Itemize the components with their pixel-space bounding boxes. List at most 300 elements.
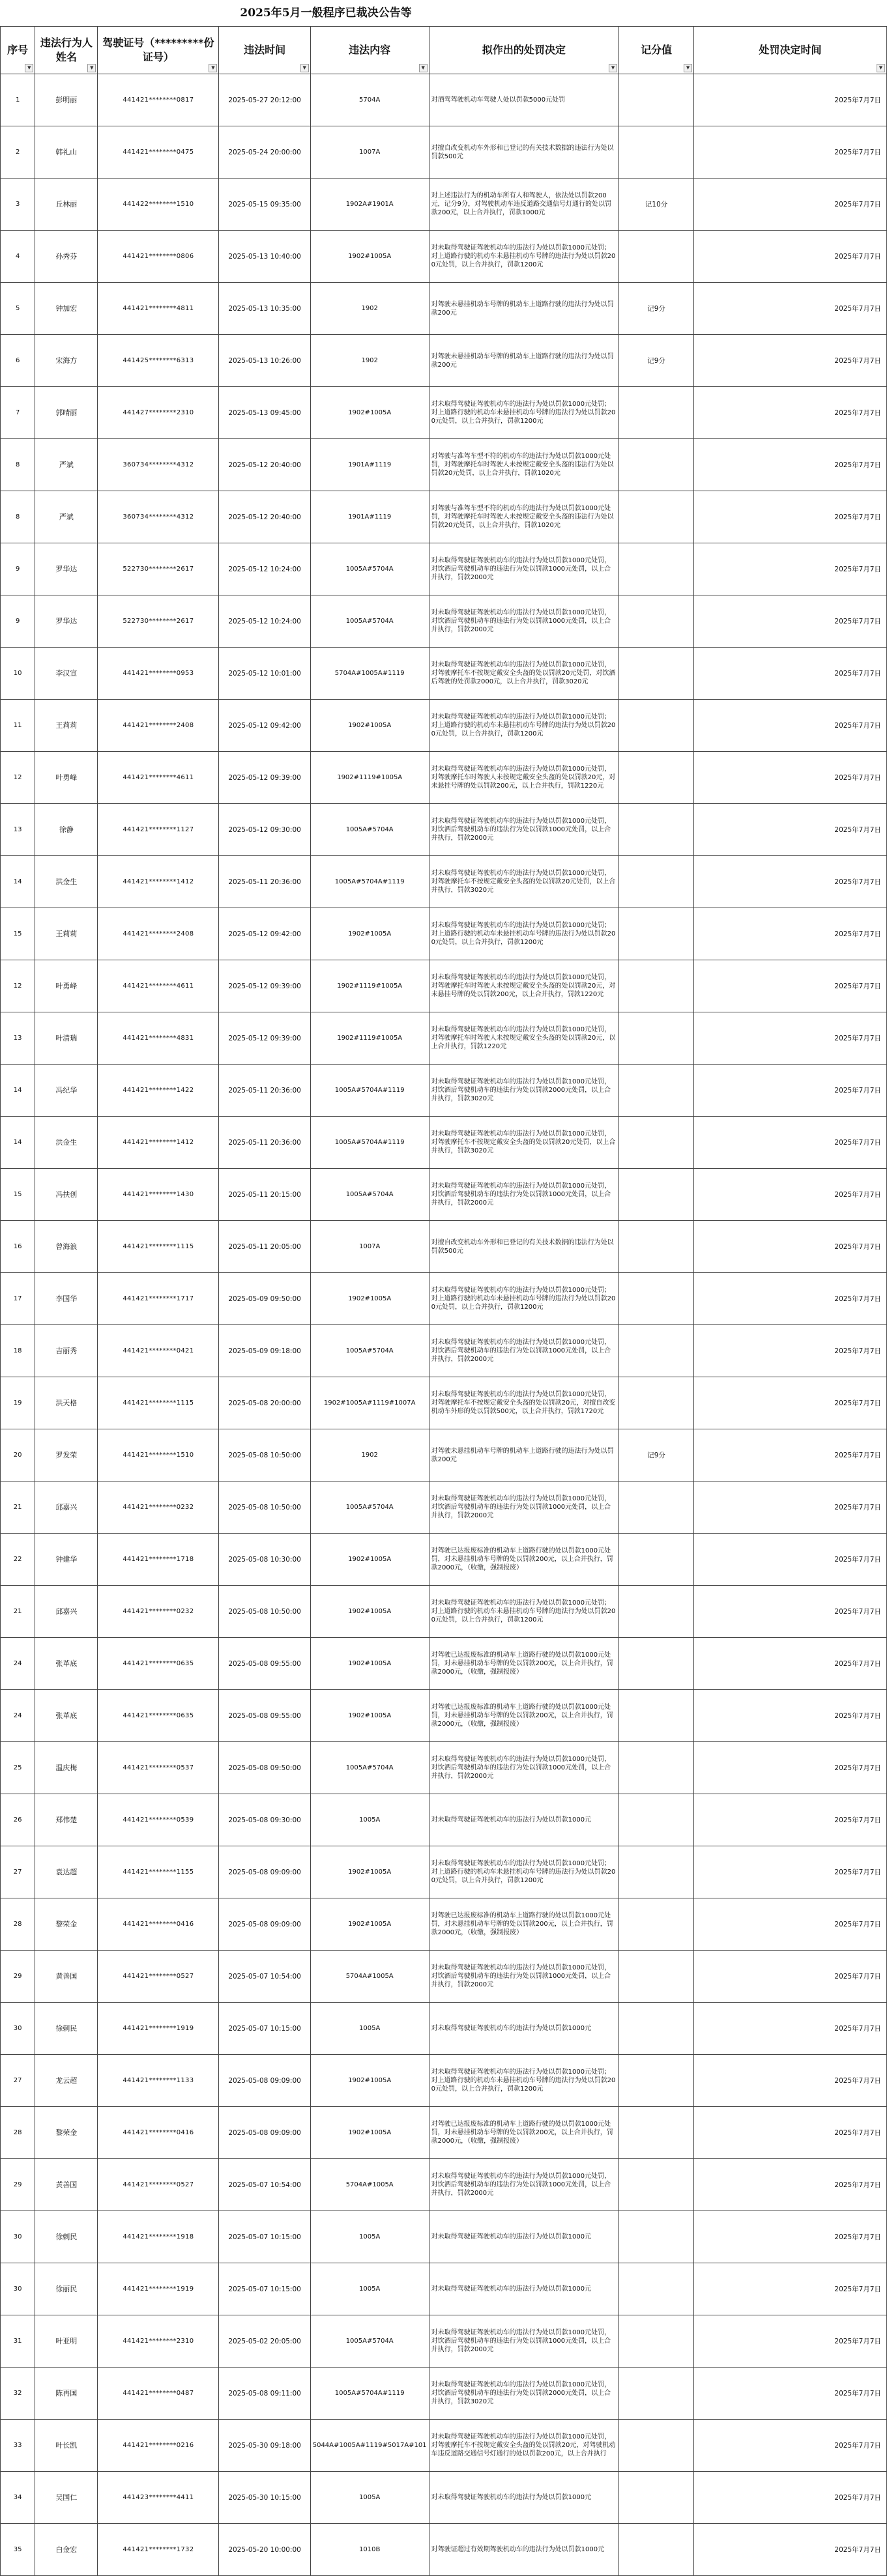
cell-content[interactable]: 1005A [310,1794,429,1846]
cell-content[interactable]: 1902#1005A [310,231,429,283]
cell-content[interactable]: 1005A [310,2211,429,2263]
cell-decision[interactable]: 对未取得驾驶证驾驶机动车的违法行为处以罚款1000元处罚，对饮酒后驾驶机动车的违法行为处以罚款1000元处罚，以上合并执行，罚款2000元 [429,1742,618,1794]
cell-seq[interactable]: 13 [1,1012,35,1065]
cell-content[interactable]: 1902 [310,283,429,335]
cell-name[interactable]: 洪金生 [35,856,98,908]
cell-seq[interactable]: 7 [1,387,35,439]
cell-seq[interactable]: 26 [1,1794,35,1846]
cell-time[interactable]: 2025-05-11 20:36:00 [219,856,310,908]
cell-decision[interactable]: 对擅自改变机动车外形和已登记的有关技术数据的违法行为处以罚款500元 [429,126,618,179]
cell-name[interactable]: 孙秀芬 [35,231,98,283]
cell-seq[interactable]: 28 [1,2107,35,2159]
cell-name[interactable]: 王莉莉 [35,908,98,960]
cell-seq[interactable]: 34 [1,2472,35,2524]
cell-seq[interactable]: 16 [1,1221,35,1273]
cell-license[interactable]: 441421********1430 [98,1169,219,1221]
cell-content[interactable]: 5704A [310,74,429,126]
cell-content[interactable]: 1005A#5704A [310,1742,429,1794]
cell-points[interactable] [619,2524,694,2576]
cell-decision[interactable]: 对未取得驾驶证驾驶机动车的违法行为处以罚款1000元处罚；对上道路行驶的机动车未悬挂机动车号牌的违法行为处以罚款200元处罚，以上合并执行，罚款1200元 [429,1273,618,1325]
cell-name[interactable]: 叶亚明 [35,2315,98,2368]
cell-seq[interactable]: 3 [1,179,35,231]
cell-points[interactable] [619,1325,694,1377]
cell-date[interactable]: 2025年7月7日 [694,1481,887,1534]
cell-seq[interactable]: 14 [1,856,35,908]
cell-points[interactable] [619,1586,694,1638]
cell-points[interactable] [619,1846,694,1898]
cell-seq[interactable]: 9 [1,595,35,648]
cell-content[interactable]: 1902#1119#1005A [310,752,429,804]
cell-time[interactable]: 2025-05-08 10:30:00 [219,1534,310,1586]
cell-name[interactable]: 曾海浪 [35,1221,98,1273]
cell-decision[interactable]: 对未取得驾驶证驾驶机动车的违法行为处以罚款1000元处罚，对驾驶摩托车时驾驶人未按规定戴安全头盔的处以罚款20元，对未悬挂号牌的处以罚款200元，以上合并执行，罚款1220元 [429,960,618,1012]
cell-seq[interactable]: 19 [1,1377,35,1429]
cell-time[interactable]: 2025-05-13 10:26:00 [219,335,310,387]
cell-name[interactable]: 徐刺民 [35,2003,98,2055]
cell-content[interactable]: 1902#1005A [310,908,429,960]
cell-name[interactable]: 龙云超 [35,2055,98,2107]
cell-license[interactable]: 441421********1115 [98,1377,219,1429]
cell-points[interactable] [619,1117,694,1169]
cell-date[interactable]: 2025年7月7日 [694,439,887,491]
cell-content[interactable]: 1005A#5704A [310,1325,429,1377]
cell-time[interactable]: 2025-05-13 10:35:00 [219,283,310,335]
cell-decision[interactable]: 对未取得驾驶证驾驶机动车的违法行为处以罚款1000元处罚；对上道路行驶的机动车未悬挂机动车号牌的违法行为处以罚款200元处罚，以上合并执行，罚款1200元 [429,1846,618,1898]
cell-decision[interactable]: 对未取得驾驶证驾驶机动车的违法行为处以罚款1000元处罚，对驾驶摩托车时驾驶人未按规定戴安全头盔的处以罚款20元，以上合并执行，罚款1220元 [429,1012,618,1065]
cell-date[interactable]: 2025年7月7日 [694,1586,887,1638]
cell-decision[interactable]: 对未取得驾驶证驾驶机动车的违法行为处以罚款1000元处罚；对上道路行驶的机动车未悬挂机动车号牌的违法行为处以罚款200元处罚，以上合并执行，罚款1200元 [429,908,618,960]
cell-date[interactable]: 2025年7月7日 [694,74,887,126]
cell-date[interactable]: 2025年7月7日 [694,1898,887,1951]
cell-name[interactable]: 罗发荣 [35,1429,98,1481]
cell-decision[interactable]: 对未取得驾驶证驾驶机动车的违法行为处以罚款1000元处罚，对饮酒后驾驶机动车的违法行为处以罚款2000元处罚，以上合并执行，罚款3020元 [429,2368,618,2420]
cell-content[interactable]: 1005A#5704A [310,595,429,648]
cell-points[interactable] [619,1534,694,1586]
cell-license[interactable]: 441421********2408 [98,700,219,752]
cell-content[interactable]: 1902#1119#1005A [310,960,429,1012]
cell-license[interactable]: 441421********0539 [98,1794,219,1846]
cell-time[interactable]: 2025-05-12 20:40:00 [219,491,310,543]
cell-seq[interactable]: 1 [1,74,35,126]
cell-decision[interactable]: 对驾驶已达报废标准的机动车上道路行驶的处以罚款1000元处罚，对未悬挂机动车号牌的处以罚款200元，以上合并执行，罚款2000元，（收缴，强制报废） [429,1690,618,1742]
cell-points[interactable] [619,648,694,700]
cell-time[interactable]: 2025-05-08 09:09:00 [219,1846,310,1898]
cell-decision[interactable]: 对未取得驾驶证驾驶机动车的违法行为处以罚款1000元处罚，对驾驶摩托车不按规定戴安全头盔的处以罚款20元处罚，以上合并执行，罚款3020元 [429,1117,618,1169]
cell-license[interactable]: 441422********1510 [98,179,219,231]
cell-date[interactable]: 2025年7月7日 [694,2003,887,2055]
cell-decision[interactable]: 对驾驶未悬挂机动车号牌的机动车上道路行驶的违法行为处以罚款200元 [429,335,618,387]
cell-name[interactable]: 邱嘉兴 [35,1586,98,1638]
cell-time[interactable]: 2025-05-12 10:01:00 [219,648,310,700]
cell-points[interactable] [619,2368,694,2420]
cell-time[interactable]: 2025-05-09 09:18:00 [219,1325,310,1377]
cell-content[interactable]: 1005A#5704A#1119 [310,2368,429,2420]
cell-points[interactable] [619,1951,694,2003]
cell-points[interactable] [619,1169,694,1221]
cell-license[interactable]: 522730********2617 [98,595,219,648]
cell-points[interactable] [619,74,694,126]
cell-time[interactable]: 2025-05-27 20:12:00 [219,74,310,126]
cell-date[interactable]: 2025年7月7日 [694,543,887,595]
cell-license[interactable]: 441421********2408 [98,908,219,960]
cell-seq[interactable]: 9 [1,543,35,595]
cell-seq[interactable]: 13 [1,804,35,856]
cell-license[interactable]: 441423********4411 [98,2472,219,2524]
cell-content[interactable]: 1902#1005A [310,1638,429,1690]
cell-seq[interactable]: 32 [1,2368,35,2420]
filter-dropdown-icon[interactable]: ▼ [25,64,33,72]
cell-license[interactable]: 441421********0416 [98,2107,219,2159]
cell-points[interactable] [619,752,694,804]
cell-content[interactable]: 1902#1005A [310,1846,429,1898]
cell-name[interactable]: 叶长凯 [35,2420,98,2472]
cell-name[interactable]: 徐丽民 [35,2263,98,2315]
cell-content[interactable]: 5704A#1005A#1119 [310,648,429,700]
cell-seq[interactable]: 8 [1,439,35,491]
cell-decision[interactable]: 对未取得驾驶证驾驶机动车的违法行为处以罚款1000元 [429,2472,618,2524]
cell-decision[interactable]: 对驾驶已达报废标准的机动车上道路行驶的处以罚款1000元处罚，对未悬挂机动车号牌的处以罚款200元，以上合并执行，罚款2000元，（收缴，强制报废） [429,1638,618,1690]
cell-date[interactable]: 2025年7月7日 [694,1012,887,1065]
cell-license[interactable]: 441421********1133 [98,2055,219,2107]
cell-seq[interactable]: 5 [1,283,35,335]
cell-decision[interactable]: 对未取得驾驶证驾驶机动车的违法行为处以罚款1000元 [429,2003,618,2055]
cell-name[interactable]: 罗华达 [35,543,98,595]
cell-license[interactable]: 441421********1918 [98,2211,219,2263]
cell-seq[interactable]: 2 [1,126,35,179]
cell-points[interactable] [619,2107,694,2159]
cell-license[interactable]: 441421********1718 [98,1534,219,1586]
cell-name[interactable]: 叶勇峰 [35,752,98,804]
cell-decision[interactable]: 对未取得驾驶证驾驶机动车的违法行为处以罚款1000元处罚，对饮酒后驾驶机动车的违法行为处以罚款1000元处罚，以上合并执行，罚款2000元 [429,804,618,856]
cell-seq[interactable]: 29 [1,1951,35,2003]
cell-license[interactable]: 441421********0487 [98,2368,219,2420]
filter-dropdown-icon[interactable]: ▼ [684,64,692,72]
cell-name[interactable]: 吉丽秀 [35,1325,98,1377]
cell-time[interactable]: 2025-05-09 09:50:00 [219,1273,310,1325]
cell-content[interactable]: 1902#1005A [310,700,429,752]
cell-decision[interactable]: 对未取得驾驶证驾驶机动车的违法行为处以罚款1000元处罚；对上道路行驶的机动车未悬挂机动车号牌的违法行为处以罚款200元处罚，以上合并执行，罚款1200元 [429,231,618,283]
cell-time[interactable]: 2025-05-11 20:36:00 [219,1065,310,1117]
cell-seq[interactable]: 35 [1,2524,35,2576]
cell-time[interactable]: 2025-05-07 10:15:00 [219,2003,310,2055]
cell-decision[interactable]: 对未取得驾驶证驾驶机动车的违法行为处以罚款1000元 [429,1794,618,1846]
cell-name[interactable]: 叶清瑞 [35,1012,98,1065]
cell-decision[interactable]: 对未取得驾驶证驾驶机动车的违法行为处以罚款1000元处罚，对饮酒后驾驶机动车的违法行为处以罚款1000元处罚，以上合并执行，罚款2000元 [429,1481,618,1534]
cell-seq[interactable]: 6 [1,335,35,387]
cell-license[interactable]: 441421********4831 [98,1012,219,1065]
cell-points[interactable] [619,908,694,960]
cell-time[interactable]: 2025-05-30 09:18:00 [219,2420,310,2472]
cell-decision[interactable]: 对未取得驾驶证驾驶机动车的违法行为处以罚款1000元处罚；对上道路行驶的机动车未悬挂机动车号牌的违法行为处以罚款200元处罚，以上合并执行，罚款1200元 [429,2055,618,2107]
cell-time[interactable]: 2025-05-12 10:24:00 [219,543,310,595]
cell-date[interactable]: 2025年7月7日 [694,960,887,1012]
cell-time[interactable]: 2025-05-08 09:09:00 [219,1898,310,1951]
cell-seq[interactable]: 17 [1,1273,35,1325]
cell-license[interactable]: 441421********1422 [98,1065,219,1117]
cell-points[interactable]: 记10分 [619,179,694,231]
cell-name[interactable]: 彭明丽 [35,74,98,126]
cell-time[interactable]: 2025-05-08 09:09:00 [219,2107,310,2159]
cell-name[interactable]: 冯扶创 [35,1169,98,1221]
cell-content[interactable]: 1005A#5704A#1119 [310,1117,429,1169]
cell-name[interactable]: 洪天格 [35,1377,98,1429]
cell-date[interactable]: 2025年7月7日 [694,1951,887,2003]
cell-content[interactable]: 1010B [310,2524,429,2576]
cell-decision[interactable]: 对驾驶与准驾车型不符的机动车的违法行为处以罚款1000元处罚，对驾驶摩托车时驾驶人未按规定戴安全头盔的违法行为处以罚款20元处罚，以上合并执行，罚款1020元 [429,491,618,543]
cell-date[interactable]: 2025年7月7日 [694,1273,887,1325]
cell-decision[interactable]: 对未取得驾驶证驾驶机动车的违法行为处以罚款1000元处罚，对饮酒后驾驶机动车的违法行为处以罚款2000元处罚，以上合并执行，罚款3020元 [429,1065,618,1117]
cell-time[interactable]: 2025-05-12 09:42:00 [219,700,310,752]
cell-points[interactable] [619,2420,694,2472]
cell-points[interactable] [619,595,694,648]
cell-license[interactable]: 441421********0537 [98,1742,219,1794]
cell-time[interactable]: 2025-05-07 10:54:00 [219,1951,310,2003]
cell-name[interactable]: 邱嘉兴 [35,1481,98,1534]
cell-date[interactable]: 2025年7月7日 [694,231,887,283]
filter-dropdown-icon[interactable]: ▼ [300,64,309,72]
cell-license[interactable]: 441421********1919 [98,2263,219,2315]
cell-time[interactable]: 2025-05-13 10:40:00 [219,231,310,283]
cell-date[interactable]: 2025年7月7日 [694,387,887,439]
cell-license[interactable]: 441421********0416 [98,1898,219,1951]
cell-time[interactable]: 2025-05-08 09:55:00 [219,1638,310,1690]
cell-points[interactable] [619,856,694,908]
cell-license[interactable]: 360734********4312 [98,439,219,491]
cell-date[interactable]: 2025年7月7日 [694,283,887,335]
cell-license[interactable]: 441421********0216 [98,2420,219,2472]
cell-points[interactable] [619,804,694,856]
cell-content[interactable]: 1902 [310,335,429,387]
cell-points[interactable] [619,2211,694,2263]
cell-content[interactable]: 1005A#5704A#1119 [310,856,429,908]
cell-time[interactable]: 2025-05-12 09:42:00 [219,908,310,960]
cell-points[interactable] [619,2315,694,2368]
cell-points[interactable] [619,1638,694,1690]
cell-seq[interactable]: 28 [1,1898,35,1951]
cell-content[interactable]: 1902#1005A [310,2055,429,2107]
cell-time[interactable]: 2025-05-12 09:39:00 [219,1012,310,1065]
cell-date[interactable]: 2025年7月7日 [694,2315,887,2368]
cell-name[interactable]: 冯纪华 [35,1065,98,1117]
cell-seq[interactable]: 30 [1,2003,35,2055]
cell-points[interactable]: 记9分 [619,335,694,387]
cell-content[interactable]: 1902#1005A#1119#1007A [310,1377,429,1429]
cell-license[interactable]: 441421********0527 [98,2159,219,2211]
cell-decision[interactable]: 对驾驶与准驾车型不符的机动车的违法行为处以罚款1000元处罚，对驾驶摩托车时驾驶人未按规定戴安全头盔的违法行为处以罚款20元处罚，以上合并执行，罚款1020元 [429,439,618,491]
cell-license[interactable]: 441421********1732 [98,2524,219,2576]
cell-name[interactable]: 黎荣金 [35,2107,98,2159]
cell-content[interactable]: 1007A [310,126,429,179]
cell-name[interactable]: 宋海方 [35,335,98,387]
cell-time[interactable]: 2025-05-08 10:50:00 [219,1429,310,1481]
cell-content[interactable]: 1902#1005A [310,2107,429,2159]
cell-time[interactable]: 2025-05-13 09:45:00 [219,387,310,439]
cell-points[interactable] [619,387,694,439]
cell-decision[interactable]: 对未取得驾驶证驾驶机动车的违法行为处以罚款1000元处罚，对驾驶摩托车不按规定戴安全头盔的处以罚款20元，对驾驶机动车违反道路交通信号灯通行的处以罚款200元，以上合并执行 [429,2420,618,2472]
cell-seq[interactable]: 22 [1,1534,35,1586]
cell-decision[interactable]: 对驾驶未悬挂机动车号牌的机动车上道路行驶的违法行为处以罚款200元 [429,1429,618,1481]
cell-content[interactable]: 1005A#5704A [310,2315,429,2368]
cell-seq[interactable]: 24 [1,1638,35,1690]
cell-name[interactable]: 郭晴丽 [35,387,98,439]
cell-date[interactable]: 2025年7月7日 [694,2211,887,2263]
cell-license[interactable]: 522730********2617 [98,543,219,595]
cell-time[interactable]: 2025-05-11 20:36:00 [219,1117,310,1169]
cell-time[interactable]: 2025-05-12 09:39:00 [219,752,310,804]
cell-content[interactable]: 1902 [310,1429,429,1481]
cell-license[interactable]: 441421********1510 [98,1429,219,1481]
cell-seq[interactable]: 30 [1,2211,35,2263]
cell-name[interactable]: 黎荣金 [35,1898,98,1951]
cell-name[interactable]: 严斌 [35,439,98,491]
cell-seq[interactable]: 14 [1,1117,35,1169]
cell-time[interactable]: 2025-05-08 09:11:00 [219,2368,310,2420]
cell-seq[interactable]: 25 [1,1742,35,1794]
cell-decision[interactable]: 对驾驶已达报废标准的机动车上道路行驶的处以罚款1000元处罚，对未悬挂机动车号牌的处以罚款200元，以上合并执行，罚款2000元，（收缴，强制报废） [429,1534,618,1586]
cell-date[interactable]: 2025年7月7日 [694,804,887,856]
cell-date[interactable]: 2025年7月7日 [694,2524,887,2576]
cell-points[interactable] [619,2055,694,2107]
cell-content[interactable]: 5044A#1005A#1119#5017A#101 [310,2420,429,2472]
cell-date[interactable]: 2025年7月7日 [694,126,887,179]
cell-license[interactable]: 441421********4811 [98,283,219,335]
cell-decision[interactable]: 对未取得驾驶证驾驶机动车的违法行为处以罚款1000元处罚；对上道路行驶的机动车未悬挂机动车号牌的违法行为处以罚款200元处罚，以上合并执行，罚款1200元 [429,1586,618,1638]
cell-seq[interactable]: 11 [1,700,35,752]
cell-name[interactable]: 张革底 [35,1638,98,1690]
cell-name[interactable]: 洪金生 [35,1117,98,1169]
cell-time[interactable]: 2025-05-24 20:00:00 [219,126,310,179]
cell-content[interactable]: 5704A#1005A [310,1951,429,2003]
cell-seq[interactable]: 12 [1,960,35,1012]
cell-content[interactable]: 1902A#1901A [310,179,429,231]
cell-points[interactable] [619,1690,694,1742]
cell-content[interactable]: 1902#1005A [310,387,429,439]
cell-name[interactable]: 韩礼山 [35,126,98,179]
cell-date[interactable]: 2025年7月7日 [694,1534,887,1586]
cell-name[interactable]: 白金宏 [35,2524,98,2576]
cell-decision[interactable]: 对擅自改变机动车外形和已登记的有关技术数据的违法行为处以罚款500元 [429,1221,618,1273]
cell-license[interactable]: 441421********1412 [98,856,219,908]
cell-time[interactable]: 2025-05-07 10:15:00 [219,2263,310,2315]
cell-seq[interactable]: 15 [1,908,35,960]
cell-name[interactable]: 张革底 [35,1690,98,1742]
cell-date[interactable]: 2025年7月7日 [694,908,887,960]
cell-decision[interactable]: 对驾驶已达报废标准的机动车上道路行驶的处以罚款1000元处罚，对未悬挂机动车号牌的处以罚款200元，以上合并执行，罚款2000元，（收缴，强制报废） [429,2107,618,2159]
cell-date[interactable]: 2025年7月7日 [694,2420,887,2472]
cell-name[interactable]: 郑伟楚 [35,1794,98,1846]
cell-seq[interactable]: 27 [1,2055,35,2107]
filter-dropdown-icon[interactable]: ▼ [209,64,217,72]
cell-name[interactable]: 叶勇峰 [35,960,98,1012]
cell-points[interactable]: 记9分 [619,283,694,335]
cell-date[interactable]: 2025年7月7日 [694,1065,887,1117]
cell-license[interactable]: 441421********4611 [98,752,219,804]
cell-license[interactable]: 441421********1127 [98,804,219,856]
cell-content[interactable]: 1901A#1119 [310,491,429,543]
cell-points[interactable] [619,1481,694,1534]
cell-name[interactable]: 吴国仁 [35,2472,98,2524]
cell-time[interactable]: 2025-05-08 09:55:00 [219,1690,310,1742]
cell-decision[interactable]: 对未取得驾驶证驾驶机动车的违法行为处以罚款1000元处罚，对驾驶摩托车不按规定戴安全头盔的处以罚款20元处罚，对饮酒后驾驶的处罚款2000元，以上合并执行，罚款3020元 [429,648,618,700]
cell-name[interactable]: 徐刺民 [35,2211,98,2263]
cell-license[interactable]: 441421********1717 [98,1273,219,1325]
cell-date[interactable]: 2025年7月7日 [694,335,887,387]
cell-seq[interactable]: 33 [1,2420,35,2472]
cell-name[interactable]: 李汉宣 [35,648,98,700]
cell-license[interactable]: 441427********2310 [98,387,219,439]
cell-name[interactable]: 丘林丽 [35,179,98,231]
cell-decision[interactable]: 对未取得驾驶证驾驶机动车的违法行为处以罚款1000元处罚；对上道路行驶的机动车未悬挂机动车号牌的违法行为处以罚款200元处罚，以上合并执行，罚款1200元 [429,700,618,752]
cell-name[interactable]: 徐静 [35,804,98,856]
cell-date[interactable]: 2025年7月7日 [694,856,887,908]
cell-content[interactable]: 1902#1005A [310,1273,429,1325]
cell-content[interactable]: 1902#1119#1005A [310,1012,429,1065]
cell-date[interactable]: 2025年7月7日 [694,2368,887,2420]
cell-time[interactable]: 2025-05-07 10:15:00 [219,2211,310,2263]
cell-seq[interactable]: 31 [1,2315,35,2368]
cell-points[interactable] [619,1742,694,1794]
cell-time[interactable]: 2025-05-08 09:50:00 [219,1742,310,1794]
cell-license[interactable]: 441421********0635 [98,1690,219,1742]
filter-dropdown-icon[interactable]: ▼ [609,64,617,72]
cell-points[interactable] [619,1012,694,1065]
cell-license[interactable]: 441421********0953 [98,648,219,700]
cell-content[interactable]: 1005A#5704A [310,804,429,856]
cell-decision[interactable]: 对未取得驾驶证驾驶机动车的违法行为处以罚款1000元处罚，对驾驶摩托车时驾驶人未按规定戴安全头盔的处以罚款20元，对未悬挂号牌的处以罚款200元，以上合并执行，罚款1220元 [429,752,618,804]
cell-decision[interactable]: 对上述违法行为的机动车所有人和驾驶人，依法处以罚款200元，记分9分，对驾驶机动车违反道路交通信号灯通行的处以罚款200元，以上合并执行，罚款1000元 [429,179,618,231]
cell-seq[interactable]: 27 [1,1846,35,1898]
cell-time[interactable]: 2025-05-12 20:40:00 [219,439,310,491]
cell-points[interactable] [619,1273,694,1325]
cell-time[interactable]: 2025-05-08 09:09:00 [219,2055,310,2107]
cell-content[interactable]: 1005A#5704A [310,1169,429,1221]
cell-points[interactable]: 记9分 [619,1429,694,1481]
cell-license[interactable]: 441421********0635 [98,1638,219,1690]
cell-decision[interactable]: 对未取得驾驶证驾驶机动车的违法行为处以罚款1000元处罚，对驾驶摩托车不按规定戴安全头盔的处以罚款20元处罚，以上合并执行，罚款3020元 [429,856,618,908]
cell-license[interactable]: 441421********0527 [98,1951,219,2003]
cell-content[interactable]: 1005A#5704A [310,1481,429,1534]
cell-date[interactable]: 2025年7月7日 [694,1117,887,1169]
cell-content[interactable]: 1902#1005A [310,1898,429,1951]
cell-date[interactable]: 2025年7月7日 [694,1742,887,1794]
cell-seq[interactable]: 10 [1,648,35,700]
cell-content[interactable]: 1902#1005A [310,1586,429,1638]
cell-name[interactable]: 钟建华 [35,1534,98,1586]
filter-dropdown-icon[interactable]: ▼ [87,64,96,72]
cell-seq[interactable]: 14 [1,1065,35,1117]
cell-points[interactable] [619,231,694,283]
cell-time[interactable]: 2025-05-12 09:30:00 [219,804,310,856]
cell-content[interactable]: 1005A#5704A [310,543,429,595]
cell-points[interactable] [619,2472,694,2524]
cell-decision[interactable]: 对未取得驾驶证驾驶机动车的违法行为处以罚款1000元处罚，对驾驶摩托车不按规定戴安全头盔的处以罚款20元，对擅自改变机动车外形的处以罚款500元，以上合并执行，罚款1720元 [429,1377,618,1429]
cell-content[interactable]: 1005A [310,2263,429,2315]
cell-decision[interactable]: 对未取得驾驶证驾驶机动车的违法行为处以罚款1000元 [429,2263,618,2315]
cell-time[interactable]: 2025-05-30 10:15:00 [219,2472,310,2524]
cell-content[interactable]: 1005A [310,2003,429,2055]
cell-date[interactable]: 2025年7月7日 [694,1846,887,1898]
cell-content[interactable]: 1007A [310,1221,429,1273]
cell-seq[interactable]: 20 [1,1429,35,1481]
cell-decision[interactable]: 对未取得驾驶证驾驶机动车的违法行为处以罚款1000元 [429,2211,618,2263]
filter-dropdown-icon[interactable]: ▼ [877,64,885,72]
cell-date[interactable]: 2025年7月7日 [694,1638,887,1690]
cell-time[interactable]: 2025-05-08 10:50:00 [219,1481,310,1534]
cell-license[interactable]: 441421********0232 [98,1586,219,1638]
cell-decision[interactable]: 对未取得驾驶证驾驶机动车的违法行为处以罚款1000元处罚，对饮酒后驾驶机动车的违法行为处以罚款1000元处罚，以上合并执行，罚款2000元 [429,2159,618,2211]
cell-points[interactable] [619,1377,694,1429]
cell-time[interactable]: 2025-05-07 10:54:00 [219,2159,310,2211]
